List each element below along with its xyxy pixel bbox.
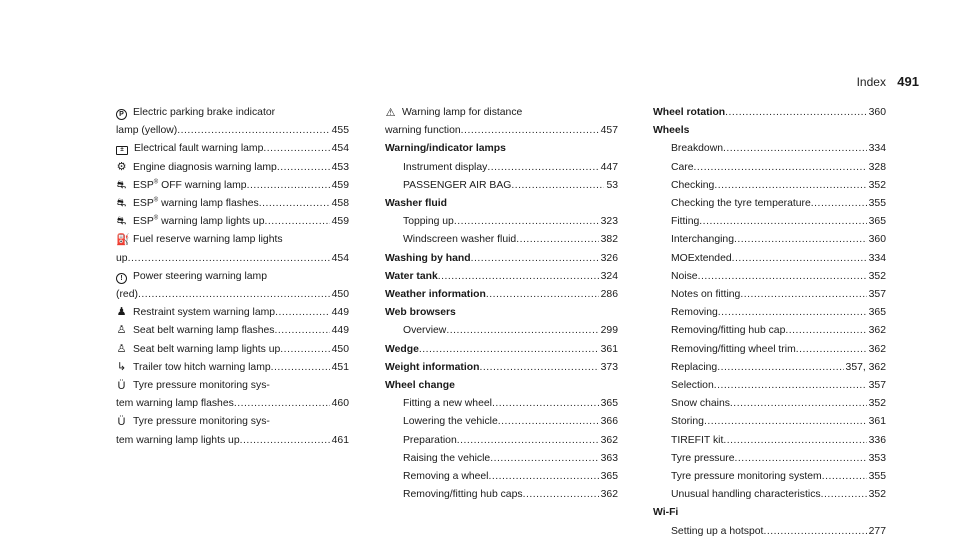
- page-ref[interactable]: 362: [868, 325, 886, 337]
- page-ref[interactable]: 460: [331, 398, 349, 410]
- index-entry: ♟ Restraint system warning lamp ..... 449: [116, 304, 349, 322]
- index-heading: Web browsers: [385, 307, 456, 319]
- index-entry: ⛐ ESP® OFF warning lamp ..... 459: [116, 177, 349, 195]
- page-ref[interactable]: 449: [331, 325, 349, 337]
- index-subentry: Care ..... 328: [653, 159, 886, 177]
- index-entry: lamp (yellow) ..... 455: [116, 122, 349, 140]
- index-subentry: Removing a wheel ..... 365: [385, 468, 618, 486]
- page-ref[interactable]: 365: [868, 216, 886, 228]
- page-ref[interactable]: 357: [868, 380, 886, 392]
- page-ref[interactable]: 454: [331, 143, 349, 155]
- esp-icon: ⛐: [116, 197, 127, 210]
- index-entry: Wheel rotation ..... 360: [653, 104, 886, 122]
- index-subentry: Raising the vehicle ..... 363: [385, 450, 618, 468]
- index-subentry: Replacing ..... 357, 362: [653, 359, 886, 377]
- index-subentry: TIREFIT kit ..... 336: [653, 432, 886, 450]
- seatbelt-icon: ♙: [116, 324, 127, 337]
- page-ref[interactable]: 361: [868, 416, 886, 428]
- index-subentry: Topping up ..... 323: [385, 213, 618, 231]
- page-ref[interactable]: 286: [600, 289, 618, 301]
- index-entry: ♙ Seat belt warning lamp flashes ..... 449: [116, 322, 349, 340]
- esp-off-icon: ⛐: [116, 178, 127, 191]
- index-entry: (red) ..... 450: [116, 286, 349, 304]
- index-entry: Ü Tyre pressure monitoring sys-: [117, 380, 270, 393]
- index-subentry: Tyre pressure monitoring system ..... 355: [653, 468, 886, 486]
- index-subentry: Breakdown ..... 334: [653, 140, 886, 158]
- page-ref[interactable]: 458: [331, 198, 349, 210]
- page-ref[interactable]: 357: [868, 289, 886, 301]
- index-subentry: Instrument display ..... 447: [385, 159, 618, 177]
- tyre-pressure-icon: Ü: [117, 416, 126, 429]
- index-subentry: Fitting ..... 365: [653, 213, 886, 231]
- page-ref[interactable]: 450: [331, 343, 349, 355]
- page-ref[interactable]: 323: [600, 216, 618, 228]
- page-ref[interactable]: 365: [600, 398, 618, 410]
- index-subentry: Unusual handling characteristics ..... 352: [653, 486, 886, 504]
- tyre-pressure-icon: Ü: [117, 380, 126, 393]
- index-entry: P Electric parking brake indicator: [116, 104, 349, 122]
- index-subentry: MOExtended ..... 334: [653, 250, 886, 268]
- index-subentry: Checking ..... 352: [653, 177, 886, 195]
- page-ref[interactable]: 453: [331, 161, 349, 173]
- page-ref[interactable]: 365: [868, 307, 886, 319]
- page-ref[interactable]: 336: [868, 434, 886, 446]
- index-subentry: Setting up a hotspot ..... 277: [653, 523, 886, 541]
- index-entry: tem warning lamp flashes ..... 460: [116, 395, 349, 413]
- fuel-pump-icon: ⛽: [116, 234, 130, 247]
- index-entry: tem warning lamp lights up ..... 461: [116, 432, 349, 450]
- index-entry: ⛽ Fuel reserve warning lamp lights: [116, 234, 283, 247]
- page-ref[interactable]: 53: [606, 179, 618, 191]
- seatbelt-icon: ♙: [116, 342, 127, 355]
- index-entry: Wedge ..... 361: [385, 341, 618, 359]
- index-subentry: Removing/fitting hub cap ..... 362: [653, 322, 886, 340]
- page-ref[interactable]: 360: [868, 107, 886, 118]
- steering-wheel-icon: !: [116, 273, 127, 284]
- index-entry: ⚙ Engine diagnosis warning lamp ..... 453: [116, 159, 349, 177]
- index-heading: Wheel change: [385, 380, 455, 392]
- page-ref[interactable]: 334: [868, 143, 886, 155]
- index-entry: ! Power steering warning lamp: [116, 268, 349, 286]
- index-column-1: [116, 104, 349, 450]
- page-ref[interactable]: 353: [868, 452, 886, 464]
- index-subentry: Tyre pressure ..... 353: [653, 450, 886, 468]
- index-heading: Warning/indicator lamps: [385, 143, 506, 155]
- page-ref[interactable]: 360: [868, 234, 886, 246]
- page-ref[interactable]: 362: [868, 343, 886, 355]
- index-heading: Wheels: [653, 125, 690, 137]
- index-entry: ⛐ ESP® warning lamp flashes ..... 458: [116, 195, 349, 213]
- page-ref[interactable]: 361: [600, 343, 618, 355]
- index-subentry: Snow chains ..... 352: [653, 395, 886, 413]
- index-heading: Washer fluid: [385, 198, 447, 210]
- page-ref[interactable]: 382: [600, 234, 618, 246]
- index-subentry: Noise ..... 352: [653, 268, 886, 286]
- index-subentry: PASSENGER AIR BAG ..... 53: [385, 177, 618, 195]
- index-subentry: Storing ..... 361: [653, 413, 886, 431]
- index-subentry: Removing ..... 365: [653, 304, 886, 322]
- index-subentry: Windscreen washer fluid ..... 382: [385, 231, 618, 249]
- page-ref[interactable]: 363: [600, 452, 618, 464]
- index-entry: ♙ Seat belt warning lamp lights up ..... 450: [116, 341, 349, 359]
- engine-icon: ⚙: [116, 160, 127, 173]
- index-subentry: Preparation ..... 362: [385, 432, 618, 450]
- index-subentry: Notes on fitting ..... 357: [653, 286, 886, 304]
- page-ref[interactable]: 355: [868, 471, 886, 483]
- page-ref[interactable]: 352: [868, 179, 886, 191]
- page-ref[interactable]: 362: [600, 434, 618, 446]
- index-column-2: [385, 104, 618, 504]
- page-ref[interactable]: 328: [868, 161, 886, 173]
- page-ref[interactable]: 455: [331, 125, 349, 137]
- page-ref[interactable]: 326: [600, 252, 618, 264]
- page-ref[interactable]: 324: [600, 270, 618, 282]
- index-subentry: Lowering the vehicle ..... 366: [385, 413, 618, 431]
- index-subentry: Removing/fitting wheel trim ..... 362: [653, 341, 886, 359]
- airbag-icon: ♟: [116, 306, 127, 319]
- page-ref[interactable]: 357, 362: [845, 361, 886, 373]
- index-entry: up ..... 454: [116, 250, 349, 268]
- index-entry: Ü Tyre pressure monitoring sys-: [117, 416, 270, 429]
- index-subentry: Overview ..... 299: [385, 322, 618, 340]
- index-entry: ⚠ Warning lamp for distance: [385, 107, 523, 119]
- page-ref[interactable]: 299: [600, 325, 618, 337]
- index-entry: warning function ..... 457: [385, 122, 618, 140]
- page-ref[interactable]: 365: [600, 471, 618, 483]
- page-ref[interactable]: 373: [600, 361, 618, 373]
- index-subentry: Fitting a new wheel ..... 365: [385, 395, 618, 413]
- page-ref[interactable]: 457: [600, 125, 618, 137]
- trailer-hitch-icon: ↳: [116, 360, 127, 373]
- index-entry: Weight information ..... 373: [385, 359, 618, 377]
- index-entry: Washing by hand ..... 326: [385, 250, 618, 268]
- page-ref[interactable]: 277: [868, 525, 886, 537]
- index-entry: ⛐ ESP® warning lamp lights up ..... 459: [116, 213, 349, 231]
- page-ref[interactable]: 352: [868, 489, 886, 501]
- esp-icon: ⛐: [116, 215, 127, 228]
- page-ref[interactable]: 450: [331, 289, 349, 301]
- index-subentry: Selection ..... 357: [653, 377, 886, 395]
- page-ref[interactable]: 459: [331, 179, 349, 191]
- index-subentry: Interchanging ..... 360: [653, 231, 886, 249]
- index-entry: ↳ Trailer tow hitch warning lamp ..... 451: [116, 359, 349, 377]
- page-number: 491: [897, 74, 919, 89]
- page-ref[interactable]: 352: [868, 270, 886, 282]
- page-ref[interactable]: 451: [331, 361, 349, 373]
- page-ref[interactable]: 352: [868, 398, 886, 410]
- index-column-3: [653, 104, 886, 541]
- page-header: [857, 74, 919, 89]
- page-ref[interactable]: 449: [331, 307, 349, 319]
- index-entry: ± Electrical fault warning lamp ..... 454: [116, 140, 349, 158]
- battery-fault-icon: ±: [116, 146, 128, 155]
- index-subentry: Checking the tyre temperature ..... 355: [653, 195, 886, 213]
- index-label: Index: [856, 75, 886, 89]
- index-entry: Weather information ..... 286: [385, 286, 618, 304]
- page-ref[interactable]: 454: [331, 252, 349, 264]
- distance-warning-icon: ⚠: [385, 107, 396, 119]
- index-heading: Wi-Fi: [653, 507, 679, 519]
- page-ref[interactable]: 459: [331, 216, 349, 228]
- page-ref[interactable]: 366: [600, 416, 618, 428]
- page-ref[interactable]: 447: [600, 161, 618, 173]
- index-subentry: Removing/fitting hub caps ..... 362: [385, 486, 618, 504]
- page-ref[interactable]: 355: [868, 198, 886, 210]
- page-ref[interactable]: 334: [868, 252, 886, 264]
- index-entry: Water tank ..... 324: [385, 268, 618, 286]
- parking-brake-icon: P: [116, 109, 127, 120]
- page-ref[interactable]: 362: [600, 489, 618, 501]
- page-ref[interactable]: 461: [331, 434, 349, 446]
